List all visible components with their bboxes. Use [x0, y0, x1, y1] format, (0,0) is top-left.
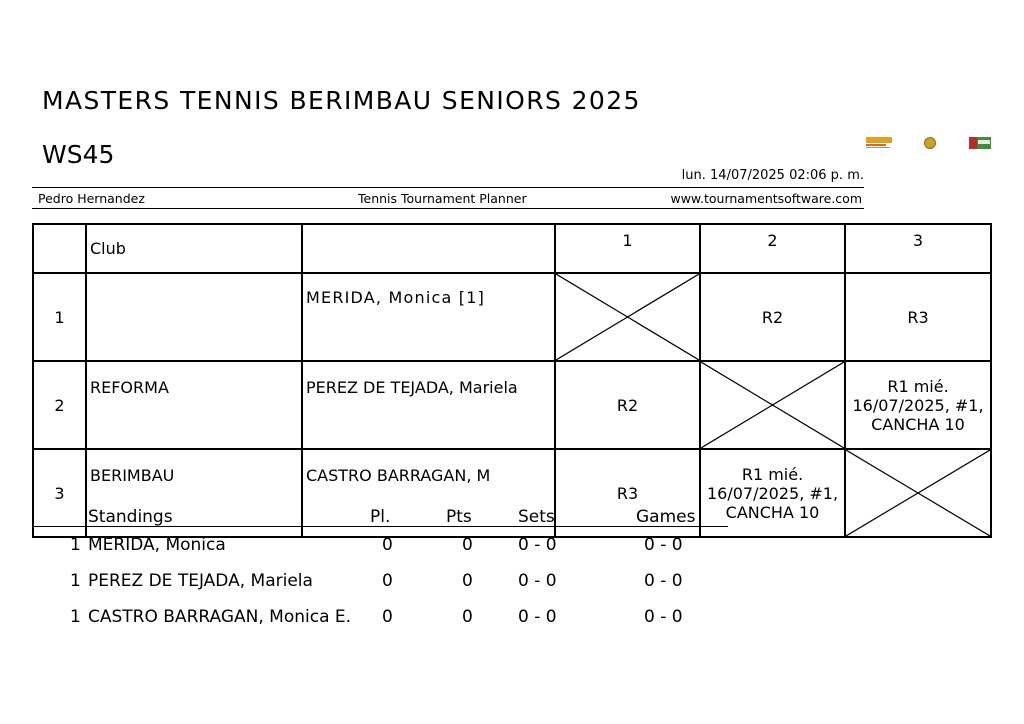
organizer-name: Pedro Hernandez — [38, 191, 145, 206]
standings-row — [32, 607, 728, 643]
pos-header-cell — [33, 224, 86, 273]
website-link[interactable]: www.tournamentsoftware.com — [670, 191, 862, 206]
header-divider-bottom — [32, 208, 864, 209]
standing-games: 0 - 0 — [644, 571, 683, 591]
berimbau-logo — [864, 136, 894, 150]
info-bar — [32, 191, 864, 208]
software-name: Tennis Tournament Planner — [358, 191, 527, 206]
standing-played: 0 — [382, 571, 393, 591]
player-name: CASTRO BARRAGAN, M — [302, 449, 555, 537]
grid-row — [33, 361, 991, 449]
standing-games: 0 - 0 — [644, 535, 683, 555]
print-datetime: lun. 14/07/2025 02:06 p. m. — [681, 168, 864, 183]
round-robin-grid — [32, 223, 992, 538]
header-divider-top — [32, 187, 864, 188]
standing-played: 0 — [382, 535, 393, 555]
row-club — [86, 273, 302, 361]
self-match-cell — [700, 361, 845, 449]
standing-points: 0 — [462, 571, 473, 591]
standing-points: 0 — [462, 535, 473, 555]
grid-row — [33, 273, 991, 361]
player-name: PEREZ DE TEJADA, Mariela — [302, 361, 555, 449]
row-club: REFORMA — [86, 361, 302, 449]
standings-row — [32, 535, 728, 571]
sets-header: Sets — [518, 507, 555, 527]
tournament-title: MASTERS TENNIS BERIMBAU SENIORS 2025 — [42, 86, 641, 115]
standing-played: 0 — [382, 607, 393, 627]
standing-sets: 0 - 0 — [518, 607, 557, 627]
row-position: 3 — [33, 449, 86, 537]
standing-name: CASTRO BARRAGAN, Monica E. — [88, 607, 352, 627]
standings-header — [32, 506, 728, 527]
name-header-cell — [302, 224, 555, 273]
standing-rank: 1 — [70, 571, 81, 591]
seal-logo — [924, 136, 936, 150]
standing-games: 0 - 0 — [644, 607, 683, 627]
standing-points: 0 — [462, 607, 473, 627]
standings-title: Standings — [88, 507, 173, 527]
self-match-cell — [845, 449, 991, 537]
played-header: Pl. — [370, 507, 391, 527]
row-position: 1 — [33, 273, 86, 361]
standing-name: MERIDA, Monica — [88, 535, 226, 555]
match-schedule: R1 mié. 16/07/2025, #1, CANCHA 10 — [700, 449, 845, 537]
event-code: WS45 — [42, 140, 115, 169]
self-match-cell — [555, 273, 700, 361]
match-result: R2 — [700, 273, 845, 361]
standing-name: PEREZ DE TEJADA, Mariela — [88, 571, 313, 591]
match-result: R3 — [555, 449, 700, 537]
row-club: BERIMBAU — [86, 449, 302, 537]
club-header: Club — [86, 224, 302, 273]
player-name: MERIDA, Monica [1] — [302, 273, 555, 361]
row-position: 2 — [33, 361, 86, 449]
sponsor-logos — [864, 136, 994, 154]
match-result: R3 — [845, 273, 991, 361]
standing-sets: 0 - 0 — [518, 535, 557, 555]
match-schedule: R1 mié. 16/07/2025, #1, CANCHA 10 — [845, 361, 991, 449]
standings-row — [32, 571, 728, 607]
standing-sets: 0 - 0 — [518, 571, 557, 591]
standing-rank: 1 — [70, 607, 81, 627]
col-number-3: 3 — [845, 224, 991, 273]
sponsor-logo — [969, 136, 991, 150]
col-number-1: 1 — [555, 224, 700, 273]
games-header: Games — [636, 507, 696, 527]
standings-table — [32, 506, 728, 643]
col-number-2: 2 — [700, 224, 845, 273]
standing-rank: 1 — [70, 535, 81, 555]
points-header: Pts — [446, 507, 472, 527]
grid-header-row — [33, 224, 991, 273]
match-result: R2 — [555, 361, 700, 449]
